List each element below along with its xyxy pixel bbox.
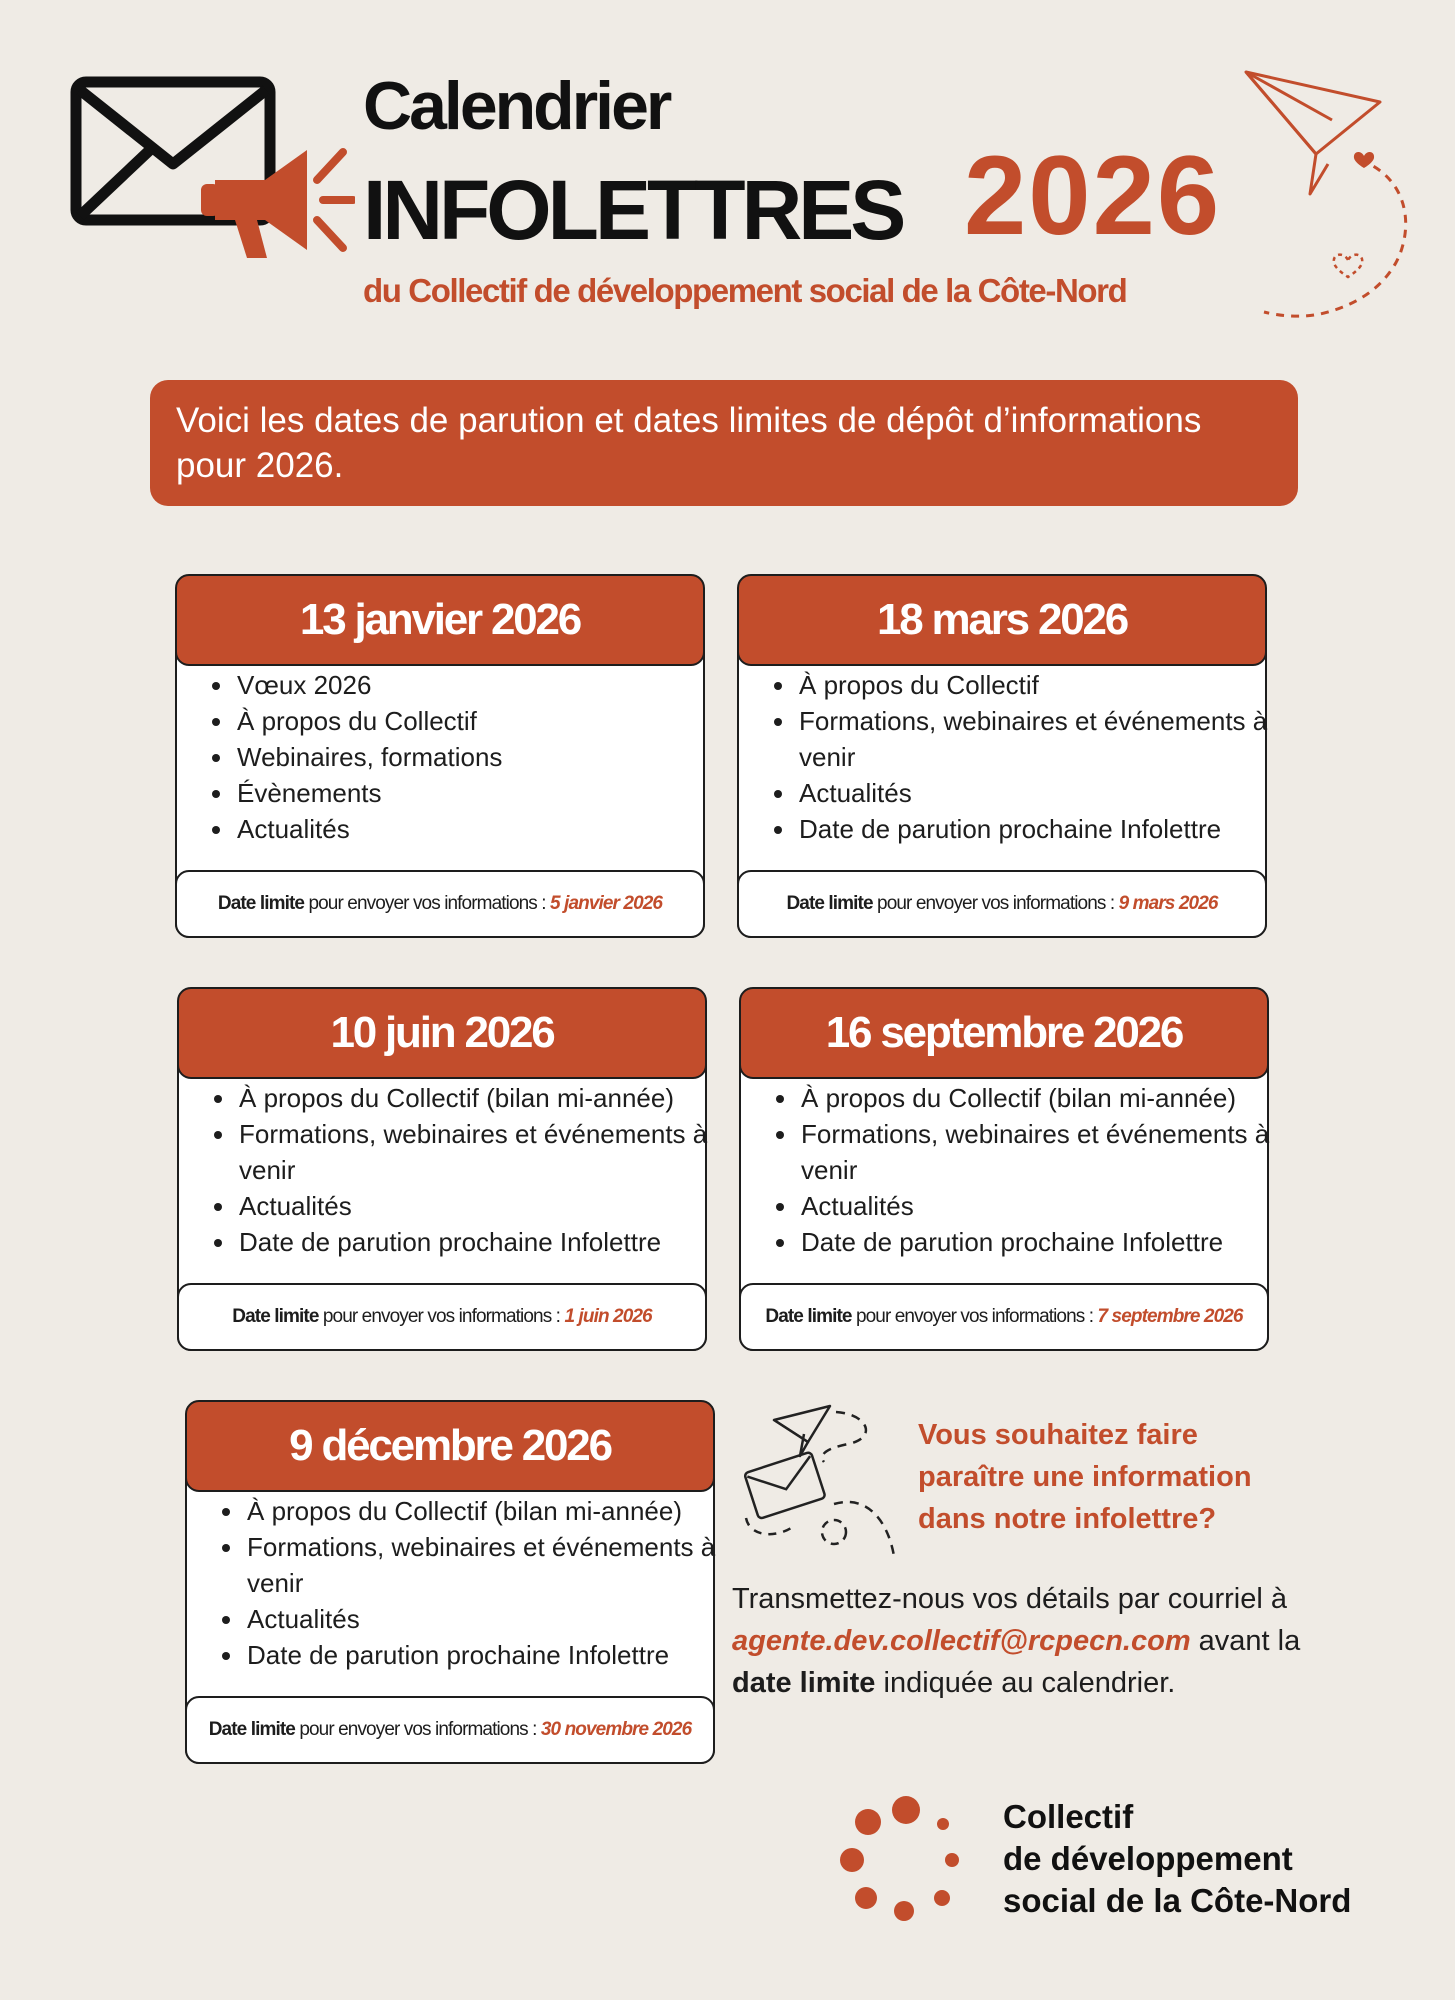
org-name-line: de développement <box>1003 1840 1293 1877</box>
list-item: • Formations, webinaires et événements à venir <box>797 703 1292 775</box>
list-item: • Actualités <box>799 1188 1294 1224</box>
card-deadline <box>175 870 705 938</box>
list-item: • Formations, webinaires et événements à venir <box>237 1116 732 1188</box>
deadline-label: Date limite <box>765 1306 852 1327</box>
list-item: • À propos du Collectif (bilan mi-année) <box>799 1080 1294 1116</box>
list-item: • Actualités <box>235 811 730 847</box>
deadline-label: Date limite <box>232 1306 319 1327</box>
deadline-separator: : <box>551 1306 565 1327</box>
list-item: • Formations, webinaires et événements à venir <box>799 1116 1294 1188</box>
list-item: • Actualités <box>797 775 1292 811</box>
org-name-line: Collectif <box>1003 1798 1134 1835</box>
card-deadline <box>185 1696 715 1764</box>
list-item: • Date de parution prochaine Infolettre <box>799 1224 1294 1260</box>
card-topics <box>215 1493 740 1673</box>
deadline-date: 30 novembre 2026 <box>540 1719 692 1740</box>
paper-plane-icon <box>1240 64 1430 324</box>
title-year: 2026 <box>964 133 1222 258</box>
deadline-label: Date limite <box>786 893 873 914</box>
deadline-date: 7 septembre 2026 <box>1097 1306 1243 1327</box>
card-topics <box>205 667 730 847</box>
cta-title: Vous souhaitez faire paraître une information dans notre infolettre? <box>918 1419 1252 1535</box>
card-date: 18 mars 2026 <box>737 574 1267 666</box>
card-date: 9 décembre 2026 <box>185 1400 715 1492</box>
card-deadline <box>177 1283 707 1351</box>
deadline-text: pour envoyer vos informations <box>322 1306 552 1327</box>
cta-text-part: indiquée au calendrier. <box>875 1667 1176 1699</box>
card-topics <box>767 667 1292 847</box>
cta-text <box>732 1578 1332 1704</box>
list-item: • Date de parution prochaine Infolettre <box>245 1637 740 1673</box>
list-item: • Date de parution prochaine Infolettre <box>797 811 1292 847</box>
list-item: • À propos du Collectif <box>797 667 1292 703</box>
list-item: • À propos du Collectif <box>235 703 730 739</box>
card-topics <box>769 1080 1294 1260</box>
list-item: • À propos du Collectif (bilan mi-année) <box>237 1080 732 1116</box>
dots-logo-icon <box>830 1786 980 1926</box>
intro-text: Voici les dates de parution et dates limites de dépôt d’informations pour 2026. <box>176 401 1202 485</box>
deadline-separator: : <box>536 893 551 914</box>
subtitle: du Collectif de développement social de la Côte-Nord <box>363 272 1127 309</box>
org-name-line: social de la Côte-Nord <box>1003 1882 1352 1919</box>
deadline-separator: : <box>1084 1306 1098 1327</box>
list-item: • Actualités <box>237 1188 732 1224</box>
list-item: • Évènements <box>235 775 730 811</box>
org-name <box>1003 1796 1351 1922</box>
deadline-text: pour envoyer vos informations <box>308 893 537 914</box>
deadline-label: Date limite <box>208 1719 295 1740</box>
list-item: • À propos du Collectif (bilan mi-année) <box>245 1493 740 1529</box>
deadline-separator: : <box>527 1719 541 1740</box>
title-infolettres: INFOLETTRES <box>363 163 903 257</box>
email-link[interactable]: agente.dev.collectif@rcpecn.com <box>732 1625 1191 1657</box>
paper-plane-envelope-icon <box>738 1398 898 1558</box>
card-date: 13 janvier 2026 <box>175 574 705 666</box>
list-item: • Date de parution prochaine Infolettre <box>237 1224 732 1260</box>
title-calendrier: Calendrier <box>363 68 670 144</box>
list-item: • Vœux 2026 <box>235 667 730 703</box>
card-date: 16 septembre 2026 <box>739 987 1269 1079</box>
deadline-text: pour envoyer vos informations <box>855 1306 1085 1327</box>
card-topics <box>207 1080 732 1260</box>
intro-banner <box>150 380 1298 506</box>
deadline-date: 9 mars 2026 <box>1118 893 1218 914</box>
deadline-separator: : <box>1105 893 1119 914</box>
deadline-label: Date limite <box>217 893 305 914</box>
deadline-text: pour envoyer vos informations <box>877 893 1106 914</box>
list-item: • Actualités <box>245 1601 740 1637</box>
card-deadline <box>739 1283 1269 1351</box>
deadline-date: 5 janvier 2026 <box>550 893 663 914</box>
cta-text-part: Transmettez-nous vos détails par courriel à <box>732 1583 1296 1615</box>
deadline-text: pour envoyer vos informations <box>299 1719 528 1740</box>
card-deadline <box>737 870 1267 938</box>
megaphone-icon <box>195 140 355 270</box>
cta-text-part: avant la <box>1190 1625 1309 1657</box>
list-item: • Webinaires, formations <box>235 739 730 775</box>
deadline-date: 1 juin 2026 <box>564 1306 652 1327</box>
cta-strong: date limite <box>732 1667 876 1699</box>
card-date: 10 juin 2026 <box>177 987 707 1079</box>
list-item: • Formations, webinaires et événements à venir <box>245 1529 740 1601</box>
